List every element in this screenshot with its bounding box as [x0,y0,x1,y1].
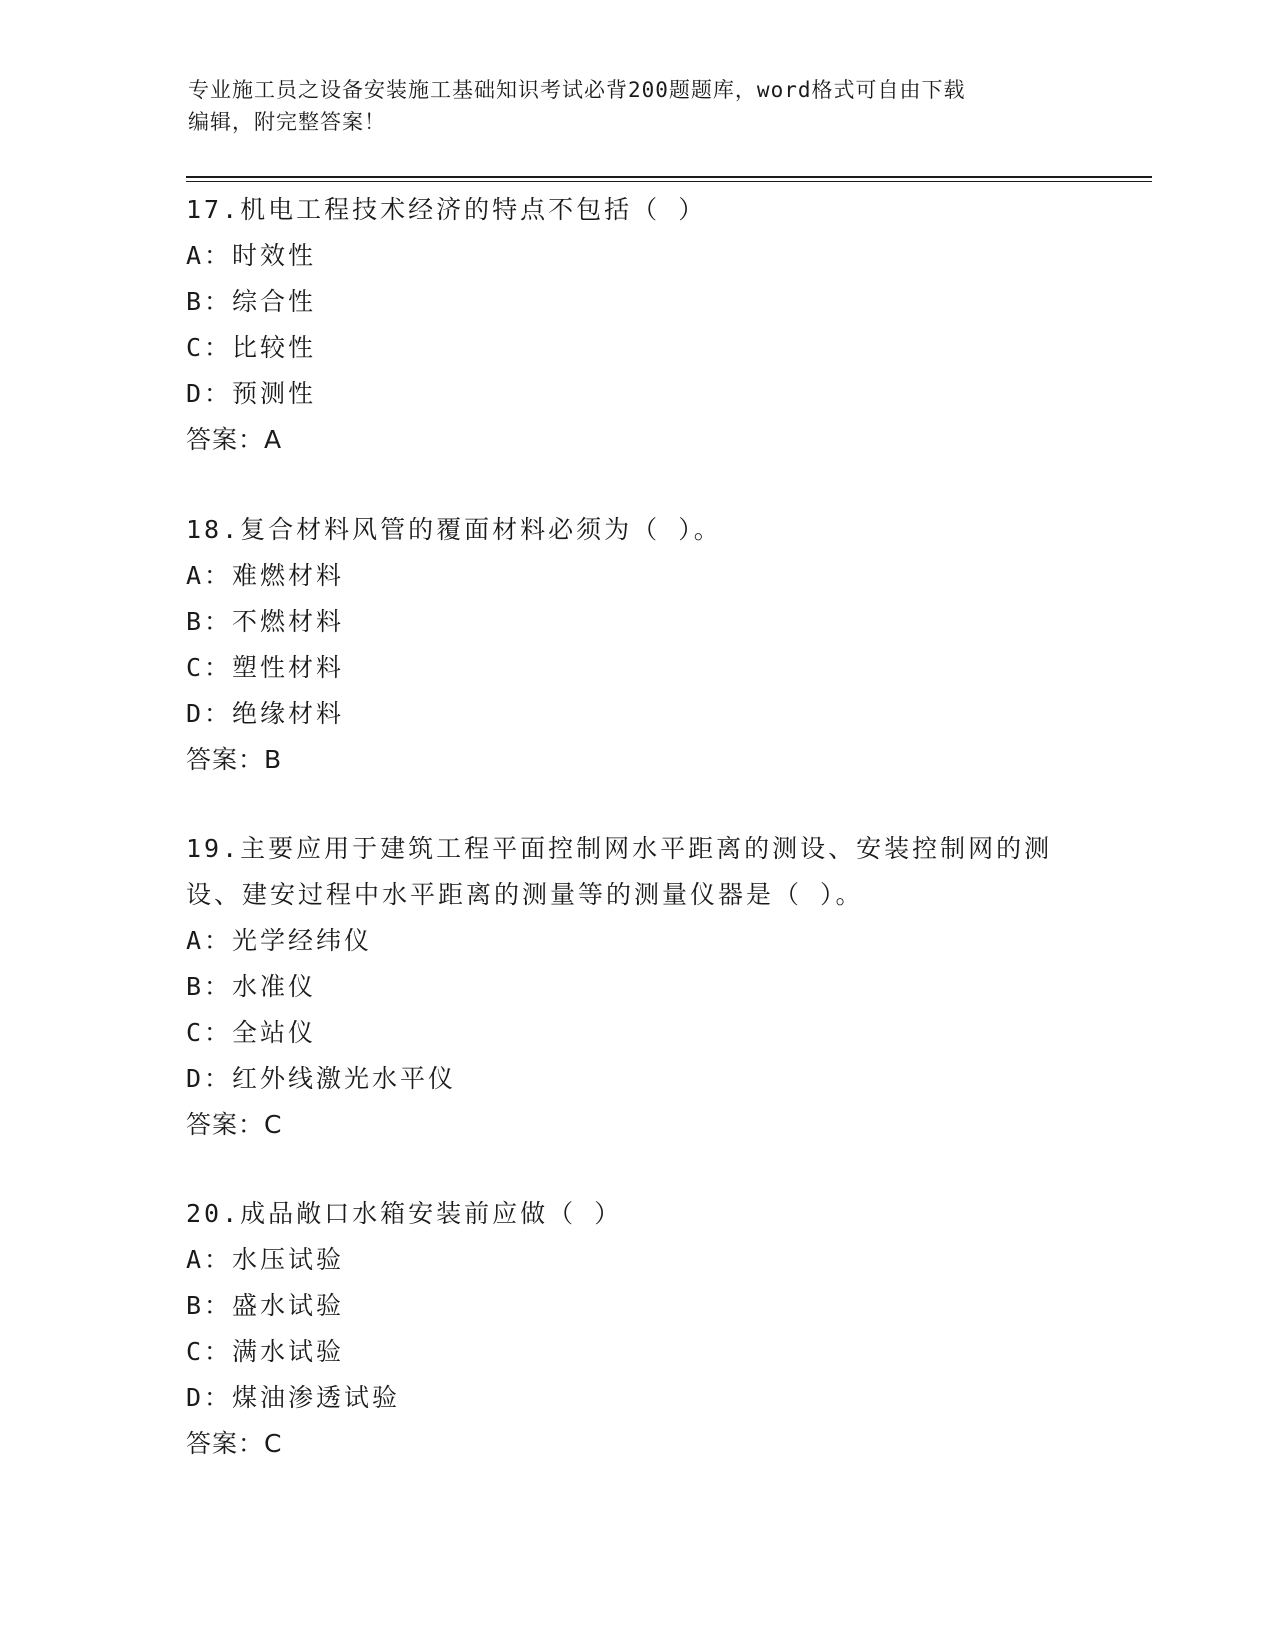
question-17 [186,187,1086,463]
option-letter: B： [186,972,233,1001]
option-text: 综合性 [232,287,317,316]
option-b [186,964,1086,1010]
option-text: 红外线激光水平仪 [232,1064,457,1093]
option-b [186,279,1086,325]
question-stem: 20.成品敞口水箱安装前应做（ ） [186,1199,623,1228]
header-title-line-2: 编辑，附完整答案！ [188,110,386,134]
option-text: 难燃材料 [232,561,345,590]
option-text: 光学经纬仪 [232,926,373,955]
option-b [186,1283,1086,1329]
question-stem-line-2: 设、建安过程中水平距离的测量等的测量仪器是（ ）。 [186,880,864,909]
option-b [186,599,1086,645]
question-stem: 18.复合材料风管的覆面材料必须为（ ）。 [186,515,722,544]
option-text: 煤油渗透试验 [232,1383,401,1412]
option-text: 比较性 [232,333,317,362]
option-c [186,1329,1086,1375]
question-20 [186,1191,1086,1467]
option-text: 绝缘材料 [232,699,345,728]
question-18 [186,507,1086,783]
option-text: 水压试验 [232,1245,345,1274]
option-c [186,645,1086,691]
option-c [186,325,1086,371]
option-letter: A： [186,926,233,955]
option-d [186,691,1086,737]
option-letter: B： [186,607,233,636]
question-stem-line-1: 19.主要应用于建筑工程平面控制网水平距离的测设、安装控制网的测 [186,834,1053,863]
option-d [186,1375,1086,1421]
option-a [186,918,1086,964]
option-letter: B： [186,287,233,316]
option-d [186,1056,1086,1102]
option-letter: C： [186,333,233,362]
answer-line: 答案：C [186,1110,283,1139]
option-letter: A： [186,241,233,270]
header-divider-thick [186,176,1152,178]
option-c [186,1010,1086,1056]
option-text: 水准仪 [232,972,317,1001]
option-letter: C： [186,1337,233,1366]
question-19 [186,826,1086,1148]
option-a [186,553,1086,599]
option-text: 不燃材料 [232,607,345,636]
option-text: 满水试验 [232,1337,345,1366]
option-a [186,1237,1086,1283]
header-title-line-1: 专业施工员之设备安装施工基础知识考试必背200题题库，word格式可自由下载 [188,78,966,102]
option-text: 盛水试验 [232,1291,345,1320]
option-letter: D： [186,1064,233,1093]
option-text: 塑性材料 [232,653,345,682]
option-letter: D： [186,699,233,728]
answer-line: 答案：C [186,1429,283,1458]
option-d [186,371,1086,417]
header-divider-thin [186,181,1152,182]
option-text: 全站仪 [232,1018,317,1047]
option-letter: D： [186,1383,233,1412]
option-a [186,233,1086,279]
question-stem: 17.机电工程技术经济的特点不包括（ ） [186,195,707,224]
answer-line: 答案：B [186,745,283,774]
option-letter: A： [186,1245,233,1274]
option-letter: C： [186,653,233,682]
option-letter: C： [186,1018,233,1047]
option-letter: A： [186,561,233,590]
option-text: 预测性 [232,379,317,408]
option-letter: B： [186,1291,233,1320]
option-text: 时效性 [232,241,317,270]
answer-line: 答案：A [186,425,283,454]
option-letter: D： [186,379,233,408]
